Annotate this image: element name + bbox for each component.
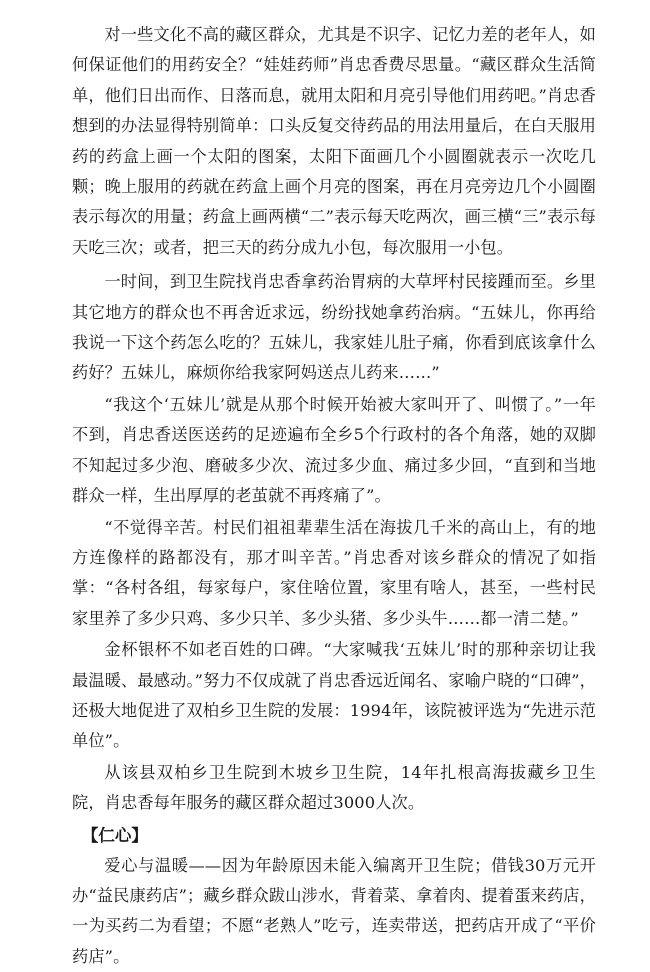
paragraph-villagers-arrive: 一时间，到卫生院找肖忠香拿药治胃病的大草坪村民接踵而至。乡里其它地方的群众也不再舍近求远，纷纷找她拿药治病。“五妹儿，你再给我说一下这个药怎么吃的？五妹儿，我家娃儿肚子痛，你看到底该拿什么药好？五妹儿，麻烦你给我家阿妈送点儿药来……” [72, 272, 596, 383]
paragraph-medication-safety: 对一些文化不高的藏区群众，尤其是不识字、记忆力差的老年人，如何保证他们的用药安全？“娃娃药师”肖忠香费尽思量。“藏区群众生活简单，他们日出而作、日落而息，就用太阳和月亮引导他们用药吧。”肖忠香想到的办法显得特别简单：口头反复交待药品的用法用量后，在白天服用药的药盒上画一个太阳的图案，太阳下面画几个小圆圈就表示一次吃几颗；晚上服用的药就在药盒上画个月亮的图案，再在月亮旁边几个小圆圈表示每次的用量；药盒上画两横“二”表示每天吃两次，画三横“三”表示每天吃三次；或者，把三天的药分成九小包，每次服用一小包。 [72, 25, 596, 257]
section-heading-renxin: 【仁心】 [81, 825, 148, 845]
paragraph-nickname-origin: “我这个‘五妹儿’就是从那个时候开始被大家叫开了、叫惯了。”一年不到，肖忠香送医送药的足迹遍布全乡5个行政村的各个角落，她的双脚不知起过多少泡、磨破多少次、流过多少血、痛过多少回，“直到和当地群众一样，生出厚厚的老茧就不再疼痛了”。 [72, 394, 596, 506]
paragraph-pharmacy: 爱心与温暖——因为年龄原因未能入编离开卫生院；借钱30万元开办“益民康药店”；藏乡群众跋山涉水，背着菜、拿着肉、提着蛋来药店，一为买药二为看望；不愿“老熟人”吃亏，连卖带送，把药店开成了“平价药店”。 [72, 855, 596, 966]
paragraph-not-hard-work: “不觉得辛苦。村民们祖祖辈辈生活在海拔几千米的高山上，有的地方连像样的路都没有，那才叫辛苦。”肖忠香对该乡群众的情况了如指掌：“各村各组，每家每户，家住啥位置，家里有啥人，甚至，一些村民家里养了多少只鸡、多少只羊、多少头猪、多少头牛……都一清二楚。” [72, 517, 596, 628]
paragraph-reputation: 金杯银杯不如老百姓的口碑。“大家喊我‘五妹儿’时的那种亲切让我最温暖、最感动。”努力不仅成就了肖忠香远近闻名、家喻户晓的“口碑”，还极大地促进了双柏乡卫生院的发展：1994年，该院被评选为“先进示范单位”。 [72, 640, 597, 751]
paragraph-service-years: 从该县双柏乡卫生院到木坡乡卫生院，14年扎根高海拔藏乡卫生院，肖忠香每年服务的藏区群众超过3000人次。 [72, 762, 596, 813]
